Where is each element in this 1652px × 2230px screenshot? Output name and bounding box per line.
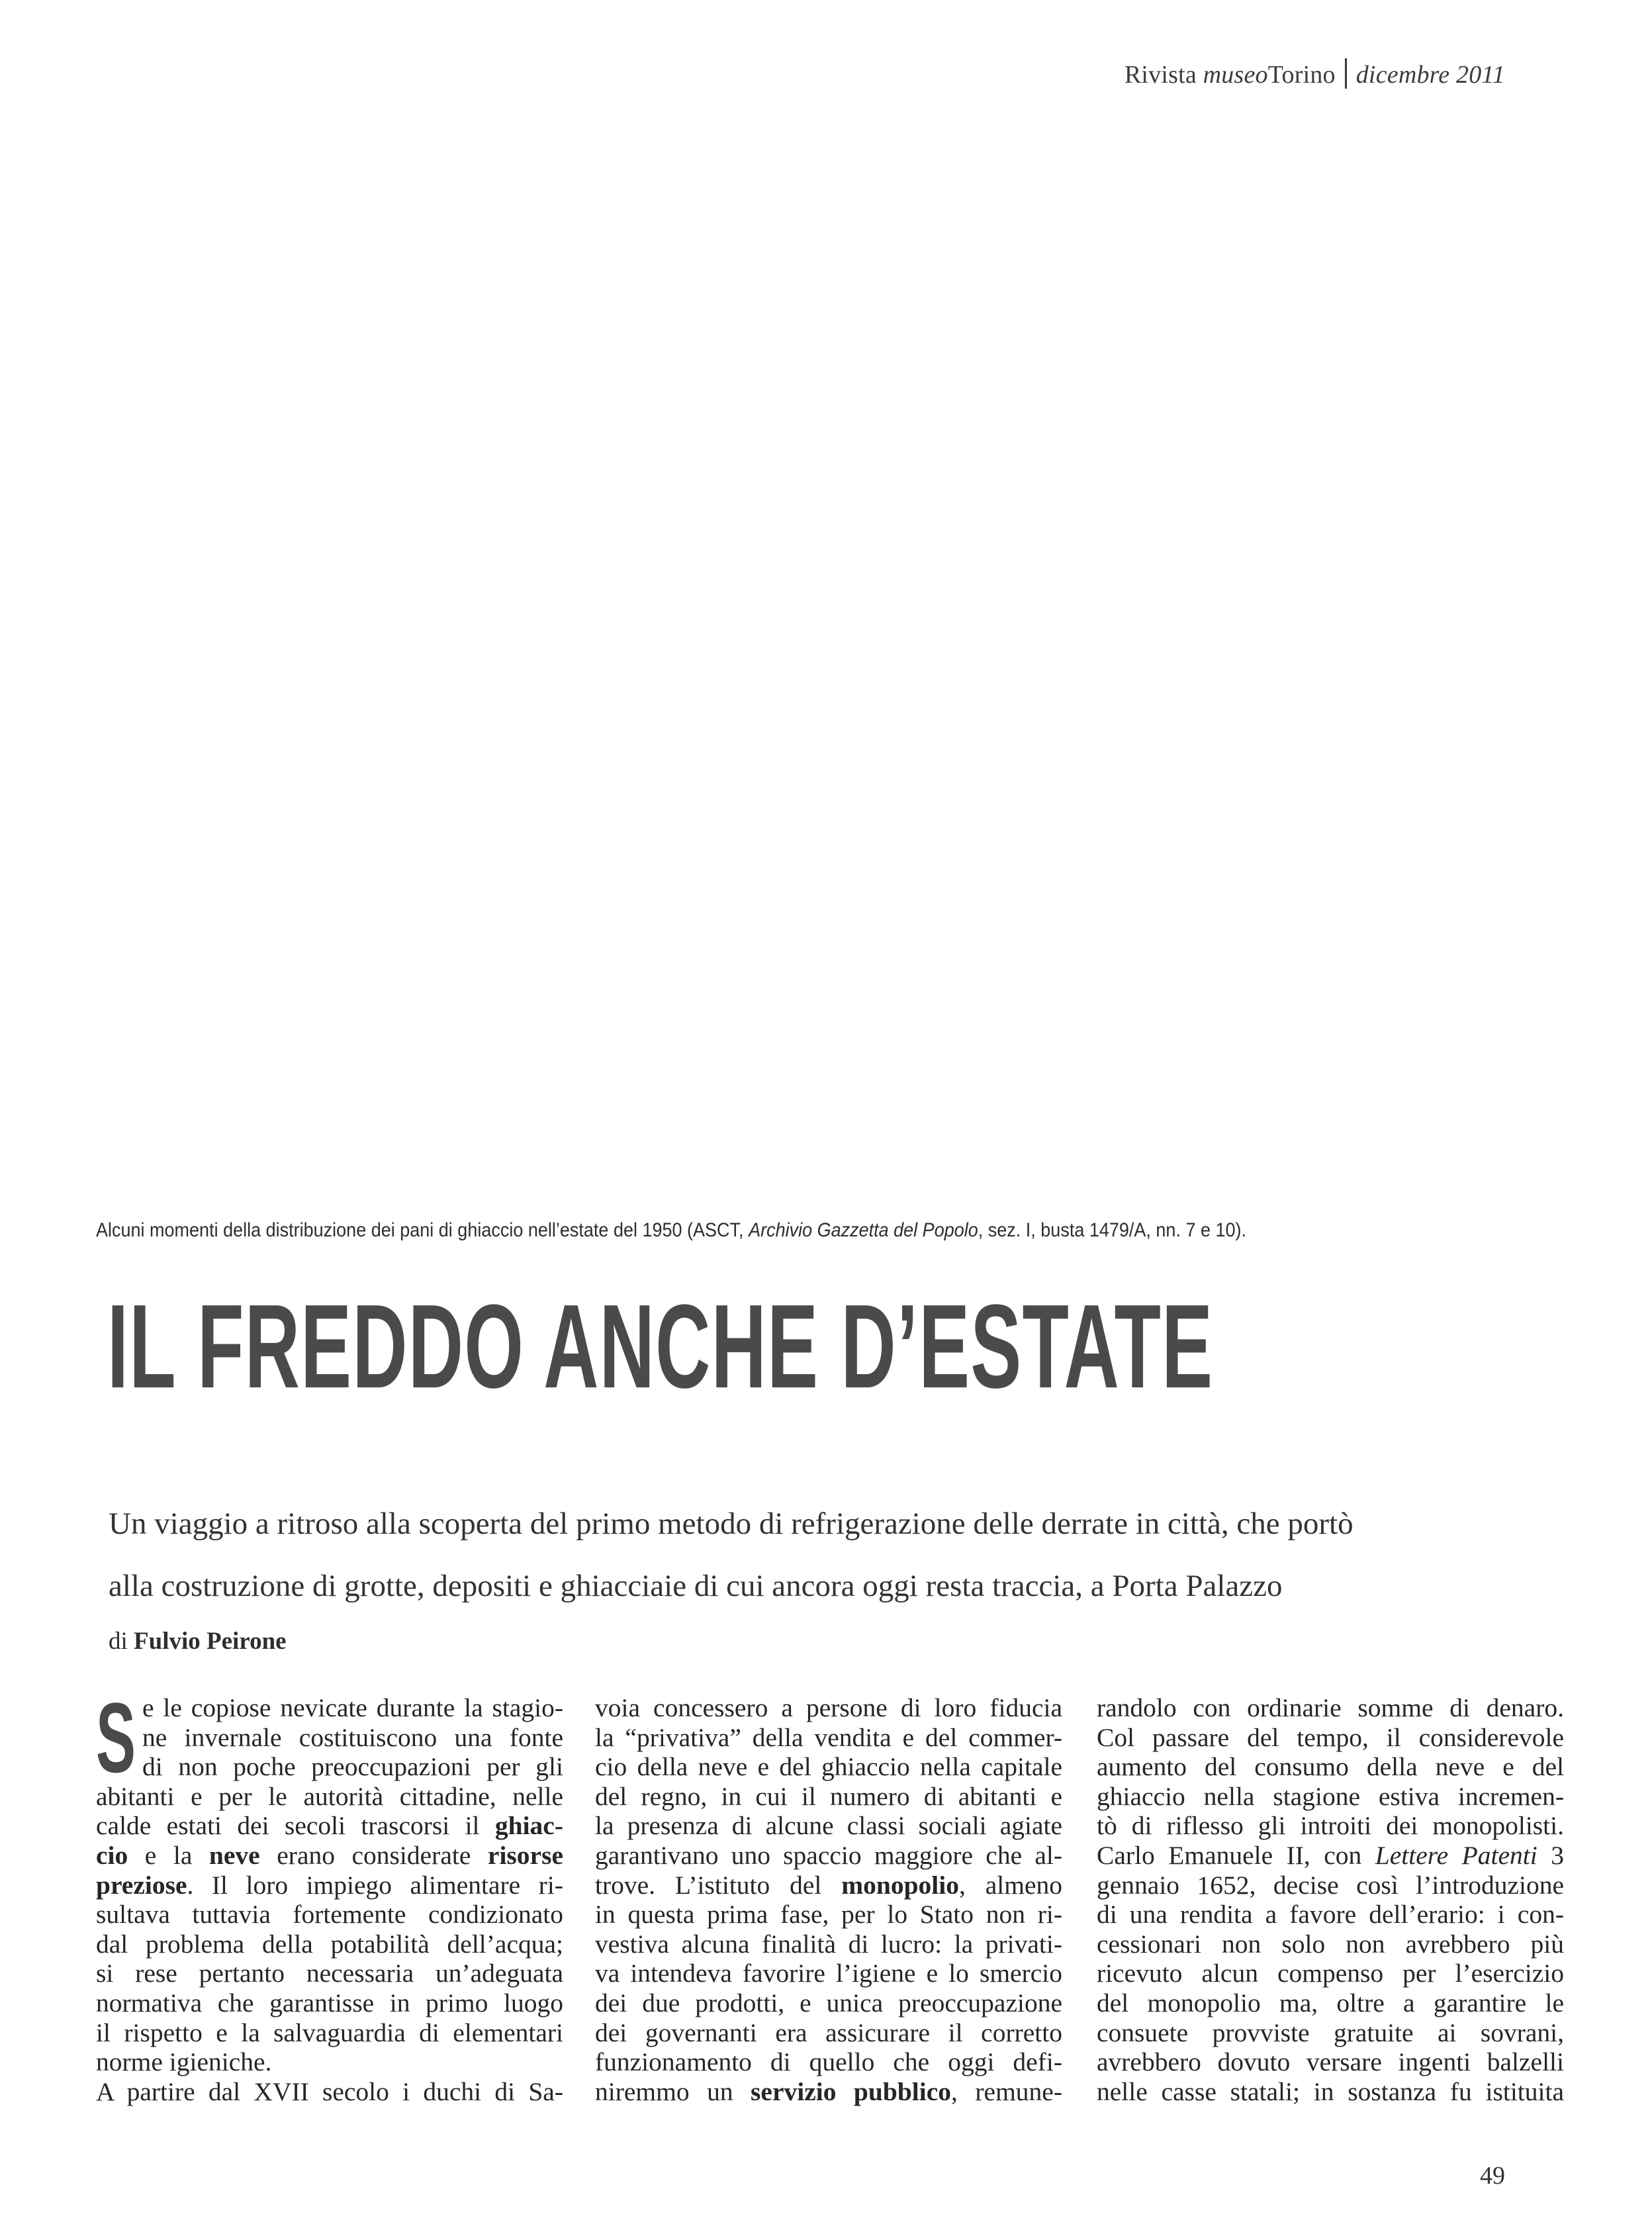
body-text: . Il loro impiego alimentare ri- xyxy=(187,1870,563,1900)
body-italic: Lettere Patenti xyxy=(1375,1840,1537,1870)
body-line: dei due prodotti, e unica preoccupazione xyxy=(595,1988,1062,2018)
header-separator xyxy=(1345,58,1347,89)
body-line: cessionari non solo non avrebbero più xyxy=(1097,1929,1564,1959)
body-bold: preziose xyxy=(96,1870,187,1900)
running-header xyxy=(1124,58,1505,89)
body-line: garantivano uno spaccio maggiore che al- xyxy=(595,1840,1062,1870)
subtitle-line: Un viaggio a ritroso alla scoperta del primo metodo di refrigerazione delle derrate in città, che portò xyxy=(109,1507,1354,1541)
body-line: A partire dal XVII secolo i duchi di Sa- xyxy=(96,2076,563,2106)
body-line: aumento del consumo della neve e del xyxy=(1097,1752,1564,1782)
body-line: avrebbero dovuto versare ingenti balzelli xyxy=(1097,2047,1564,2077)
body-bold: monopolio xyxy=(841,1870,960,1900)
body-line xyxy=(595,1871,1062,1900)
body-line xyxy=(96,1871,563,1900)
body-line: cio della neve e del ghiaccio nella capitale xyxy=(595,1752,1062,1782)
body-line: dal problema della potabilità dell’acqua; xyxy=(96,1929,563,1959)
subtitle-line: alla costruzione di grotte, depositi e ghiacciaie di cui ancora oggi resta traccia, a Porta Palazzo xyxy=(109,1569,1283,1603)
body-line: sultava tuttavia fortemente condizionato xyxy=(96,1900,563,1929)
body-text: niremmo un xyxy=(595,2076,751,2106)
body-text: , remune- xyxy=(951,2076,1062,2106)
body-line: di una rendita a favore dell’erario: i con- xyxy=(1097,1900,1564,1929)
article-subtitle xyxy=(109,1493,1565,1617)
body-line xyxy=(1097,1841,1564,1871)
body-line: ghiaccio nella stagione estiva incremen- xyxy=(1097,1781,1564,1811)
body-line: norme igieniche. xyxy=(96,2047,272,2077)
caption-text: Alcuni momenti della distribuzione dei pani di ghiaccio nell’estate del 1950 (ASCT, xyxy=(96,1219,749,1241)
drop-cap: S xyxy=(96,1682,136,1793)
byline xyxy=(109,1627,287,1655)
body-column-1 xyxy=(96,1682,563,2106)
body-line: nelle casse statali; in sostanza fu istituita xyxy=(1097,2076,1564,2106)
page-number: 49 xyxy=(1480,2162,1505,2190)
body-text: trove. L’istituto del xyxy=(595,1870,842,1900)
body-text: , almeno xyxy=(959,1870,1062,1900)
body-line: dei governanti era assicurare il corretto xyxy=(595,2018,1062,2047)
body-bold: neve xyxy=(208,1840,260,1870)
body-line: ne invernale costituiscono una fonte xyxy=(142,1722,563,1752)
body-line: e le copiose nevicate durante la stagio- xyxy=(142,1693,563,1722)
photo-caption xyxy=(96,1219,1246,1242)
body-bold: ghiac- xyxy=(494,1811,563,1841)
body-line xyxy=(595,2077,1062,2107)
body-line: si rese pertanto necessaria un’adeguata xyxy=(96,1959,563,1988)
body-text: calde estati dei secoli trascorsi il xyxy=(96,1811,495,1841)
body-text: erano considerate xyxy=(259,1840,488,1870)
body-line: randolo con ordinarie somme di denaro. xyxy=(1097,1693,1564,1722)
byline-prefix: di xyxy=(109,1628,128,1655)
body-line: tò di riflesso gli introiti dei monopolisti. xyxy=(1097,1811,1564,1841)
body-line xyxy=(96,1841,563,1871)
body-text: e la xyxy=(128,1840,209,1870)
body-bold: risorse xyxy=(487,1840,563,1870)
body-line: vestiva alcuna finalità di lucro: la privati- xyxy=(595,1929,1062,1959)
body-line: in questa prima fase, per lo Stato non ri- xyxy=(595,1900,1062,1929)
article-title: IL FREDDO ANCHE D’ESTATE xyxy=(107,1280,1214,1413)
byline-author: Fulvio Peirone xyxy=(134,1628,287,1655)
body-line: voia concessero a persone di loro fiducia xyxy=(595,1693,1062,1722)
body-line: la “privativa” della vendita e del commer- xyxy=(595,1722,1062,1752)
body-line: ricevuto alcun compenso per l’esercizio xyxy=(1097,1959,1564,1988)
body-column-3 xyxy=(1097,1693,1564,2106)
header-museo: museo xyxy=(1203,61,1268,89)
caption-text-end: , sez. I, busta 1479/A, nn. 7 e 10). xyxy=(978,1219,1247,1241)
body-text: 3 xyxy=(1537,1840,1564,1870)
body-line: il rispetto e la salvaguardia di elementari xyxy=(96,2018,563,2047)
body-line: normativa che garantisse in primo luogo xyxy=(96,1988,563,2018)
body-line: consuete provviste gratuite ai sovrani, xyxy=(1097,2018,1564,2047)
header-rivista: Rivista xyxy=(1124,61,1197,89)
body-line: funzionamento di quello che oggi defi- xyxy=(595,2047,1062,2077)
header-date: dicembre 2011 xyxy=(1355,61,1505,89)
body-line: Col passare del tempo, il considerevole xyxy=(1097,1722,1564,1752)
body-line: del monopolio ma, oltre a garantire le xyxy=(1097,1988,1564,2018)
body-column-2 xyxy=(595,1693,1062,2106)
body-line: va intendeva favorire l’igiene e lo smercio xyxy=(595,1959,1062,1988)
body-line: abitanti e per le autorità cittadine, nelle xyxy=(96,1781,563,1811)
body-bold: cio xyxy=(96,1840,128,1870)
body-line: del regno, in cui il numero di abitanti e xyxy=(595,1781,1062,1811)
header-torino: Torino xyxy=(1267,61,1336,89)
body-text: Carlo Emanuele II, con xyxy=(1097,1840,1375,1870)
photo-area xyxy=(96,132,1506,1191)
body-line: di non poche preoccupazioni per gli xyxy=(142,1752,563,1782)
caption-italic: Archivio Gazzetta del Popolo xyxy=(749,1219,978,1241)
body-line: gennaio 1652, decise così l’introduzione xyxy=(1097,1870,1564,1900)
body-line: la presenza di alcune classi sociali agiate xyxy=(595,1811,1062,1841)
body-bold: servizio pubblico xyxy=(751,2076,952,2106)
body-line xyxy=(96,1811,563,1841)
